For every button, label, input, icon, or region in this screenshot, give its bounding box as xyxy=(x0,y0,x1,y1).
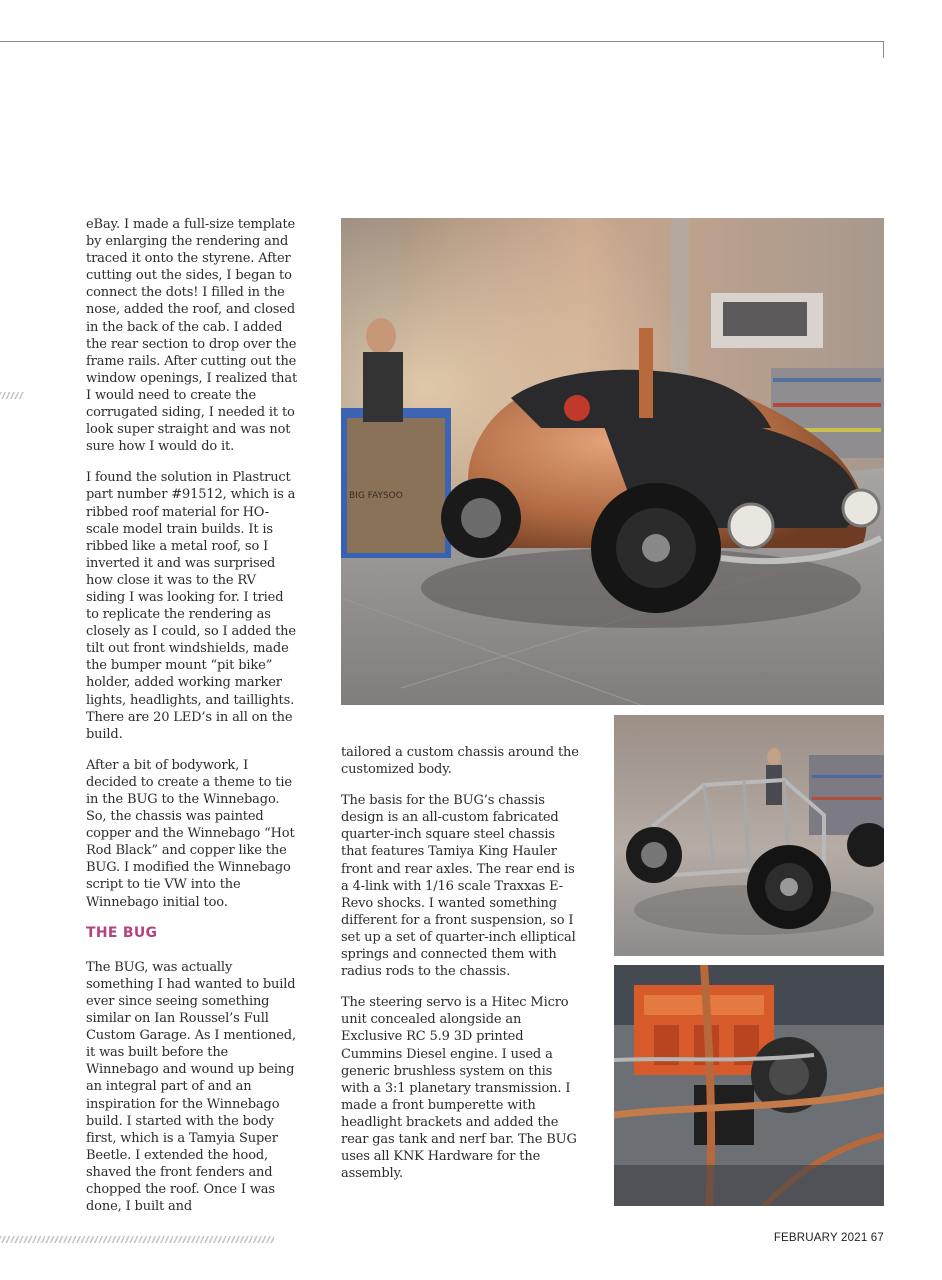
top-rule xyxy=(0,41,884,42)
paragraph: The basis for the BUG’s chassis design is an all-custom fabricated quarter-inch square steel chassis that features Tamiya King Hauler front and rear axles. The rear end is a 4-link with 1/16 scale Traxxas E-Revo shocks. I wanted something different for a front suspension, so I set up a set of quarter-inch elliptical springs and connected them with radius rods to the chassis. xyxy=(341,793,576,980)
decorative-hatch-footer xyxy=(0,1236,274,1243)
paragraph: tailored a custom chassis around the customized body. xyxy=(341,745,579,778)
paragraph: After a bit of bodywork, I decided to create a theme to tie in the BUG to the Winnebago. So, the chassis was painted copper and the Winnebago “Hot Rod Black” and copper like the BUG. I modified the Winnebago script to tie VW into the Winnebago initial too. xyxy=(86,757,295,910)
paragraph: The steering servo is a Hitec Micro unit concealed alongside an Exclusive RC 5.9 3D printed Cummins Diesel engine. I used a generic brushless system on this with a 3:1 planetary transmission. I made a front bumperette with headlight brackets and added the rear gas tank and nerf bar. The BUG uses all KNK Hardware for the assembly. xyxy=(341,995,577,1182)
decorative-hatch-left xyxy=(0,392,24,399)
article-column-left xyxy=(86,216,298,1229)
article-column-middle xyxy=(341,744,581,1196)
section-subhead: THE BUG xyxy=(86,924,158,941)
paragraph: I found the solution in Plastruct part number #91512, which is a ribbed roof material for HO-scale model train builds. It is ribbed like a metal roof, so I inverted it and was surprised how close it was to the RV siding I was looking for. I tried to replicate the rendering as closely as I could, so I added the tilt out front windshields, made the bumper mount “pit bike” holder, added working marker lights, headlights, and taillights. There are 20 LED’s in all on the build. xyxy=(86,470,296,742)
page-folio: FEBRUARY 2021 67 xyxy=(773,1232,884,1244)
photo-rolling-chassis xyxy=(614,715,884,956)
paragraph: eBay. I made a full-size template by enlarging the rendering and traced it onto the styrene. After cutting out the sides, I began to connect the dots! I filled in the nose, added the roof, and closed in the back of the cab. I added the rear section to drop over the frame rails. After cutting out the window openings, I realized that I would need to create the corrugated siding, I needed it to look super straight and was not sure how I would do it. xyxy=(86,217,298,455)
box-label-text: BIG FAYSOO xyxy=(349,491,403,501)
photo-engine-detail xyxy=(614,965,884,1206)
top-rule-tick xyxy=(883,41,884,58)
paragraph: The BUG, was actually something I had wanted to build ever since seeing something similar on Ian Roussel’s Full Custom Garage. As I mentioned, it was built before the Winnebago and wound up being an integral part of and an inspiration for the Winnebago build. I started with the body first, which is a Tamyia Super Beetle. I extended the hood, shaved the front fenders and chopped the roof. Once I was done, I built and xyxy=(86,959,296,1215)
photo-bug-hotrod xyxy=(341,218,884,705)
